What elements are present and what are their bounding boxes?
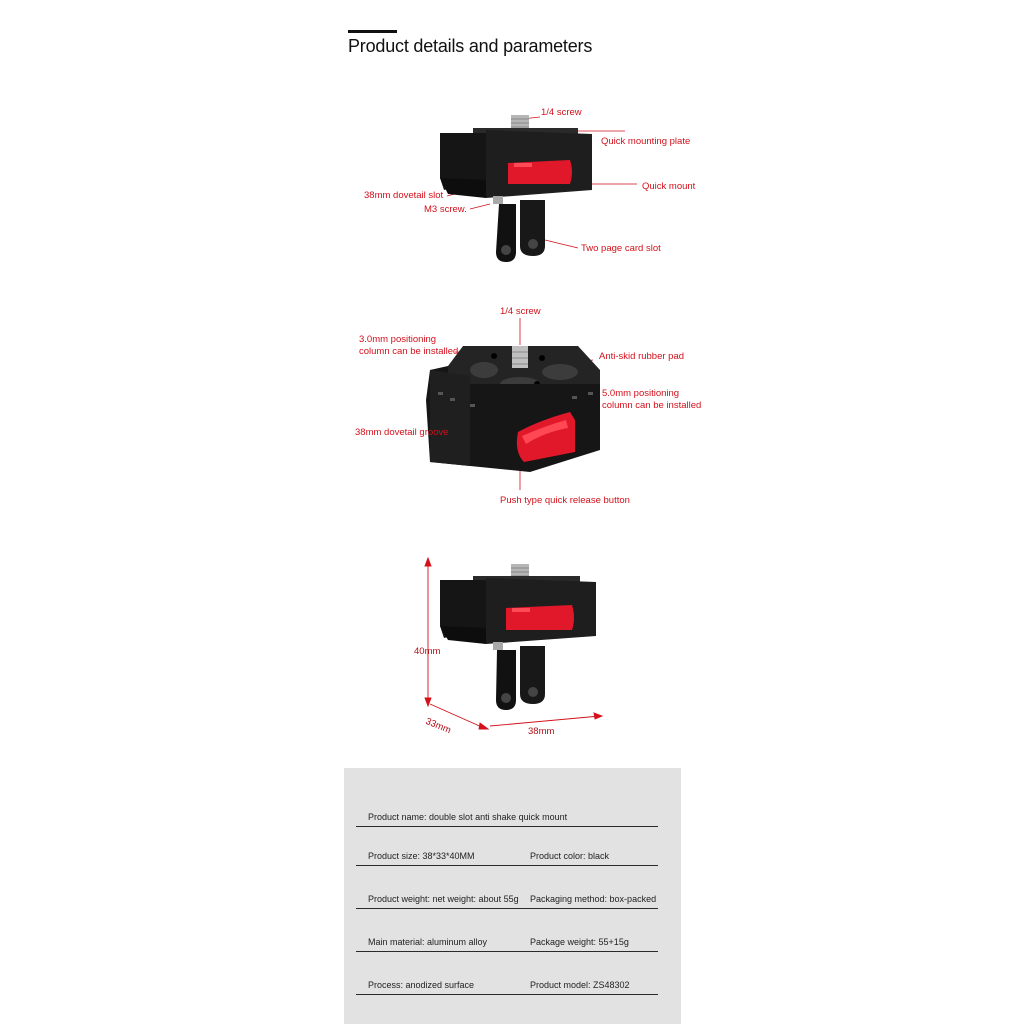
spec-row-material xyxy=(356,929,658,952)
label-5mm-positioning: 5.0mm positioning column can be installed xyxy=(602,388,702,411)
dim-height: 40mm xyxy=(414,646,441,657)
spec-row-name xyxy=(356,804,658,827)
dim-depth: 33mm xyxy=(423,716,453,737)
spec-row-process xyxy=(356,972,658,995)
label-quick-mounting-plate: Quick mounting plate xyxy=(601,136,691,147)
label-anti-skid-pad: Anti-skid rubber pad xyxy=(599,351,685,362)
label-m3-screw: M3 screw. xyxy=(424,204,467,215)
spec-product-model: Product model: ZS48302 xyxy=(530,980,630,990)
label-top-quarter-screw: 1/4 screw xyxy=(500,306,541,317)
spec-row-weight xyxy=(356,886,658,909)
spec-main-material: Main material: aluminum alloy xyxy=(368,937,488,947)
spec-package-weight: Package weight: 55+15g xyxy=(530,937,629,947)
label-card-slot: Two page card slot xyxy=(581,243,661,254)
spec-row-size xyxy=(356,843,658,866)
label-3mm-positioning: 3.0mm positioning column can be installed xyxy=(359,334,459,357)
spec-panel xyxy=(344,768,681,1024)
label-quarter-screw: 1/4 screw xyxy=(541,107,582,118)
label-dovetail-groove: 38mm dovetail groove xyxy=(355,427,449,438)
spec-product-color: Product color: black xyxy=(530,851,610,861)
spec-product-name: Product name: double slot anti shake quick mount xyxy=(368,812,568,822)
label-quick-mount: Quick mount xyxy=(642,181,696,192)
label-dovetail-slot: 38mm dovetail slot xyxy=(364,190,444,201)
spec-product-size: Product size: 38*33*40MM xyxy=(368,851,475,861)
page-title: Product details and parameters xyxy=(348,36,593,56)
spec-process: Process: anodized surface xyxy=(368,980,475,990)
dim-width: 38mm xyxy=(528,726,555,737)
spec-packaging-method: Packaging method: box-packed xyxy=(530,894,657,904)
label-push-release-button: Push type quick release button xyxy=(500,495,630,506)
spec-product-weight: Product weight: net weight: about 55g xyxy=(368,894,519,904)
